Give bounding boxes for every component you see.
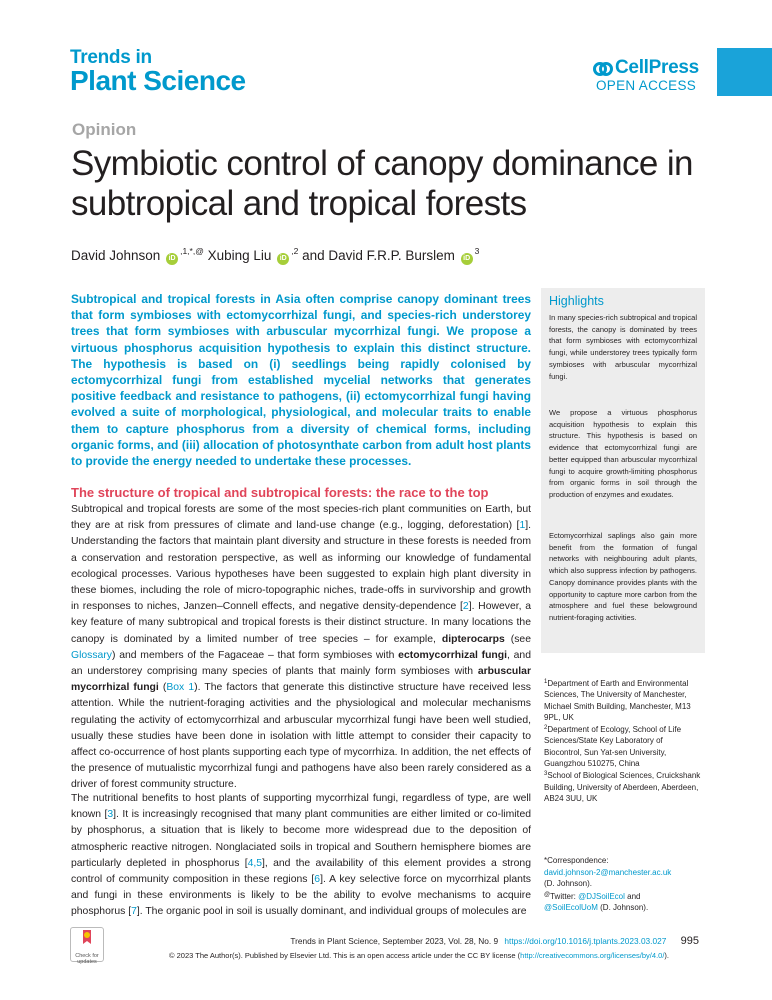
article-type: Opinion xyxy=(72,120,137,139)
doi-link[interactable]: https://doi.org/10.1016/j.tplants.2023.03.027 xyxy=(504,936,667,946)
cellpress-logo-icon xyxy=(593,60,613,78)
journal-name-line2: Plant Science xyxy=(70,65,246,96)
glossary-term: dipterocarps xyxy=(441,633,505,645)
orcid-icon[interactable]: iD xyxy=(461,253,473,265)
journal-name-line1: Trends in xyxy=(70,47,152,68)
citation-text: Trends in Plant Science, September 2023, Vol. 28, No. 9 xyxy=(290,936,499,946)
footer-citation xyxy=(0,935,771,947)
badge-text: Check for updates xyxy=(75,953,99,965)
body-paragraph: Subtropical and tropical forests are some of the most species-rich plant communities on Earth, but they are at risk from pressures of climate and land-use change (e.g., logging, deforestation) [1]. Understanding the factors that maintain plant diversity and structure in these forests is needed from a conservation and restoration perspective, as well as informing our knowledge of fundamental ecological processes. Various hypotheses have been suggested to explain high plant diversity in these biomes, including the role of micro-topographic niches, trade-offs in survivorship and growth in responses to niches, Janzen–Connell effects, and negative density-dependence [2]. However, a key feature of many subtropical and tropical forests is their distinct structure. In many locations the canopy is dominated by a limited number of tree species – for example, dipterocarps (see Glossary) and members of the Fagaceae – that form symbioses with ectomycorrhizal fungi, and an understorey comprising many species of plants that mainly form symbioses with arbuscular mycorrhizal fungi (Box 1). The factors that generate this distinctive structure have received less attention. While the nutrient-foraging activities and the physiological and molecular mechanisms regulating the activity of ectomycorrhizal and arbuscular mycorrhizal fungi have been well studied, usually these studies have been done in isolation with little attempt to consider their capacity to affect co-occurrence of host plants supporting each type of mycorrhiza. In addition, the net effects of the presence of mutualistic mycorrhizal fungi and pathogens have also been rarely considered as a driver of forest community structure. xyxy=(71,504,531,791)
abstract: Subtropical and tropical forests in Asia often comprise canopy dominant trees that form symbioses with ectomycorrhizal fungi, and species-rich understorey trees that form symbioses with arbuscular mycorrhizal fungi. We propose a virtuous phosphorus acquisition hypothesis to explain this distinct structure. The hypothesis is based on (i) seedlings being rapidly colonised by ectomycorrhizal fungi from established mycelial networks that generates positive feedback and resistance to pathogens, (ii) ectomycorrhizal fungi having evolved a suite of morphological, physiological, and molecular traits to enable them to capture phosphorus from a diversity of chemical forms, including organic forms, and (iii) allocation of photosynthate carbon from adult host plants to provide the energy needed to undertake these processes. xyxy=(71,292,531,469)
glossary-term: ectomycorrhizal fungi xyxy=(398,649,508,661)
orcid-icon[interactable]: iD xyxy=(277,253,289,265)
glossary-link[interactable]: Glossary xyxy=(71,649,112,661)
citation-link[interactable]: 7 xyxy=(131,906,137,918)
email-link[interactable]: david.johnson-2@manchester.ac.uk xyxy=(544,867,672,877)
affiliation: $^3$School of Biological Sciences, Cruickshank Building, University of Aberdeen, Aberdeen, AB24 3UU, UK xyxy=(544,771,701,803)
open-access-label: OPEN ACCESS xyxy=(596,78,697,93)
author-name[interactable]: David Johnson xyxy=(71,248,161,263)
author-affil: 1,*,@ xyxy=(182,246,204,256)
author-list: David Johnson $iD^{,1,*,@}$ Xubing Liu $iD^{,2}$ and David F.R.P. Burslem $iD^3$ xyxy=(71,246,480,263)
affiliations xyxy=(544,677,702,804)
correspondence: *Correspondence: david.johnson-2@manchester.ac.uk (D. Johnson). @Twitter: @DJSoilEcol and @SoilEcolUoM (D. Johnson). xyxy=(544,855,704,914)
highlight-item: We propose a virtuous phosphorus acquisition hypothesis to explain this structure. This hypothesis is based on evidence that ectomycorrhizal fungi are better equipped than arbuscular mycorrhizal fungi to acquire growth-limiting phosphorus from organic forms in soil through the production of enzymes and exudates. xyxy=(549,408,697,499)
citation-link[interactable]: 6 xyxy=(314,874,321,886)
twitter-link[interactable]: @SoilEcolUoM xyxy=(544,903,598,913)
correspondence-label: *Correspondence: xyxy=(544,856,609,865)
corner-color-block xyxy=(717,48,772,96)
license-link[interactable]: http://creativecommons.org/licenses/by/4.0/ xyxy=(520,951,665,960)
box-link[interactable]: Box 1 xyxy=(166,682,195,694)
article-title: Symbiotic control of canopy dominance in subtropical and tropical forests xyxy=(71,144,693,223)
orcid-icon[interactable]: iD xyxy=(166,253,178,265)
affiliation: $^2$Department of Ecology, School of Life Sciences/State Key Laboratory of Biocontrol, Sun Yat-sen University, Guangzhou 510275, China xyxy=(544,725,682,769)
author-affil: 2 xyxy=(293,246,299,256)
author-affil: 3 xyxy=(474,246,480,256)
citation-link[interactable]: 1 xyxy=(519,520,526,532)
highlight-item: In many species-rich subtropical and tropical forests, the canopy is dominated by trees that form symbioses with ectomycorrhizal fungi, while understorey trees typically form symbioses with arbuscular mycorrhizal fungi. xyxy=(549,313,697,381)
highlight-item: Ectomycorrhizal saplings also gain more benefit from the formation of fungal networks with neighbouring adult plants, which also suppress infection by pathogens. Canopy dominance provides plants with the opportunity to capture more carbon from the atmosphere and fuel these belowground nutrient-foraging activities. xyxy=(549,531,697,622)
footer-license: © 2023 The Author(s). Published by Elsevier Ltd. This is an open access article under the CC BY license (http://creativecommons.org/licenses/by/4.0/). xyxy=(169,951,669,960)
body-paragraph: The nutritional benefits to host plants of supporting mycorrhizal fungi, regardless of type, are well known [3]. It is increasingly recognised that many plant communities are either limited or co-limited by phosphorus, a situation that is likely to become more widespread due to the deposition of atmospheric reactive nitrogen. Nonglaciated soils in tropical and Southern hemisphere biomes are particularly depleted in phosphorus [4,5], and the availability of this element provides a strong control of community composition in these regions [6]. A key selective force on mycorrhizal plants and fungi in these environments is likely to be the ability to evolve mechanisms to acquire phosphorus [7]. The organic pool in soil is usually dominant, and individual groups of molecules are xyxy=(71,793,531,918)
citation-link[interactable]: 3 xyxy=(107,809,114,821)
author-separator: and xyxy=(302,248,325,263)
author-name[interactable]: Xubing Liu xyxy=(207,248,272,263)
citation-link[interactable]: 2 xyxy=(462,601,469,613)
author-name[interactable]: David F.R.P. Burslem xyxy=(328,248,455,263)
publisher-name: CellPress xyxy=(615,57,699,78)
glossary-term: arbuscular mycorrhizal fungi xyxy=(71,666,531,694)
highlights-title: Highlights xyxy=(549,294,604,308)
affiliation: $^1$Department of Earth and Environmental Sciences, The University of Manchester, Michael Smith Building, Manchester, M13 9PL, UK xyxy=(544,679,691,722)
twitter-link[interactable]: @DJSoilEcol xyxy=(578,891,625,901)
page-number: 995 xyxy=(680,935,699,947)
citation-link[interactable]: 4,5 xyxy=(247,857,263,869)
section-heading: The structure of tropical and subtropical forests: the race to the top xyxy=(71,485,489,500)
